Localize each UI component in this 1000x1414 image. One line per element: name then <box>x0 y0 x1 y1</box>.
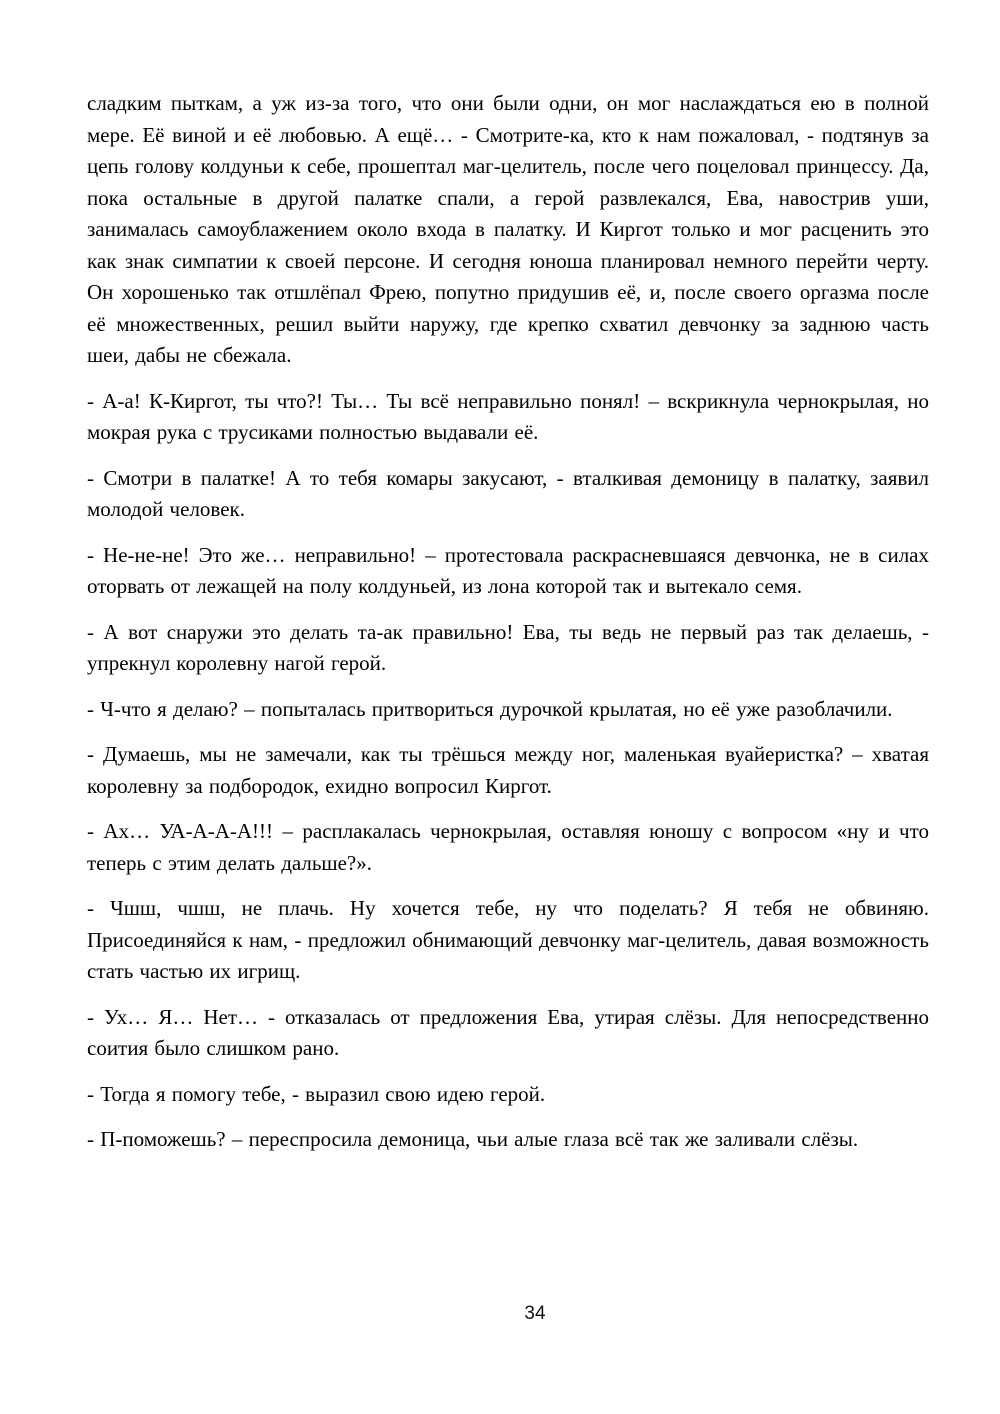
paragraph: - Не-не-не! Это же… неправильно! – протестовала раскрасневшаяся девчонка, не в силах оторвать от лежащей на полу колдуньей, из лона которой так и вытекало семя. <box>87 542 929 598</box>
paragraph: - Смотри в палатке! А то тебя комары закусают, - вталкивая демоницу в палатку, заявил молодой человек. <box>87 465 929 521</box>
paragraph: - П-поможешь? – переспросила демоница, чьи алые глаза всё так же заливали слёзы. <box>87 1127 859 1151</box>
paragraph: - Ах… УА-А-А-А!!! – расплакалась чернокрылая, оставляя юношу с вопросом «ну и что теперь с этим делать дальше?». <box>87 819 929 875</box>
paragraph: - Ух… Я… Нет… - отказалась от предложения Ева, утирая слёзы. Для непосредственно соития было слишком рано. <box>87 1004 929 1060</box>
page-text-body <box>87 88 929 1170</box>
page-footer <box>70 1303 1000 1325</box>
paragraph: сладким пыткам, а уж из-за того, что они были одни, он мог наслаждаться ею в полной мере. Её виной и её любовью. А ещё… - Смотрите-ка, кто к нам пожаловал, - подтянув за цепь голову колдуньи к себе, прошептал маг-целитель, после чего поцеловал принцессу. Да, пока остальные в другой палатке спали, а герой развлекался, Ева, навострив уши, занималась самоублажением около входа в палатку. И Киргот только и мог расценить это как знак симпатии к своей персоне. И сегодня юноша планировал немного перейти черту. Он хорошенько так отшлёпал Фрею, попутно придушив её, и, после своего оргазма после её множественных, решил выйти наружу, где крепко схватил девчонку за заднюю часть шеи, дабы не сбежала. <box>87 91 929 367</box>
paragraph: - Чшш, чшш, не плачь. Ну хочется тебе, ну что поделать? Я тебя не обвиняю. Присоединяйся к нам, - предложил обнимающий девчонку маг-целитель, давая возможность стать частью их игрищ. <box>87 896 929 983</box>
paragraph: - А-а! К-Киргот, ты что?! Ты… Ты всё неправильно понял! – вскрикнула чернокрылая, но мокрая рука с трусиками полностью выдавали её. <box>87 388 929 444</box>
page-number: 34 <box>524 1303 546 1324</box>
paragraph: - Думаешь, мы не замечали, как ты трёшься между ног, маленькая вуайеристка? – хватая королевну за подбородок, ехидно вопросил Киргот. <box>87 742 929 798</box>
paragraph: - А вот снаружи это делать та-ак правильно! Ева, ты ведь не первый раз так делаешь, - упрекнул королевну нагой герой. <box>87 619 929 675</box>
paragraph: - Ч-что я делаю? – попыталась притвориться дурочкой крылатая, но её уже разоблачили. <box>87 696 893 721</box>
paragraph: - Тогда я помогу тебе, - выразил свою идею герой. <box>87 1081 546 1106</box>
